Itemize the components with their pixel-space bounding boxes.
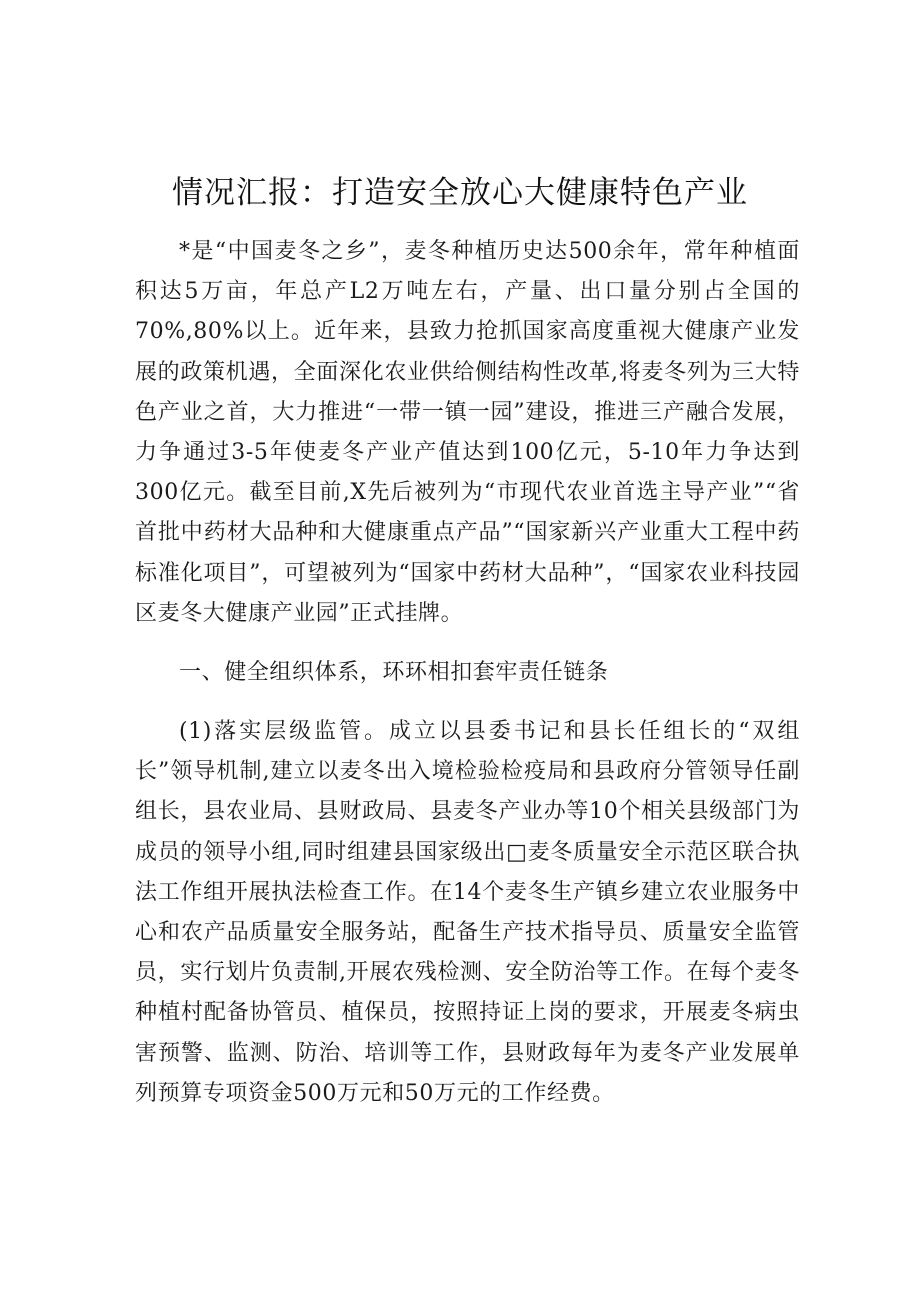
section-heading-1: 一、健全组织体系，环环相扣套牢责任链条 — [179, 660, 609, 685]
document-title: 情况汇报：打造安全放心大健康特色产业 — [172, 175, 748, 211]
section-1-paragraph: (1)落实层级监管。成立以县委书记和县长任组长的“双组长”领导机制,建立以麦冬出入境检验检疫局和县政府分管领导任副组长，县农业局、县财政局、县麦冬产业办等10个相关县级部门为成员的领导小组,同时组建县国家级出□麦冬质量安全示范区联合执法工作组开展执法检查工作。在14个麦冬生产镇乡建立农业服务中心和农产品质量安全服务站，配备生产技术指导员、质量安全监管员，实行划片负责制,开展农残检测、安全防治等工作。在每个麦冬种植村配备协管员、植保员，按照持证上岗的要求，开展麦冬病虫害预警、监测、防治、培训等工作，县财政每年为麦冬产业发展单列预算专项资金500万元和50万元的工作经费。 — [135, 719, 800, 1106]
intro-paragraph: *是“中国麦冬之乡”，麦冬种植历史达500余年，常年种植面积达5万亩，年总产L2万吨左右，产量、出口量分别占全国的70%,80%以上。近年来，县致力抢抓国家高度重视大健康产业发展的政策机遇，全面深化农业供给侧结构性改革,将麦冬列为三大特色产业之首，大力推进“一带一镇一园”建设，推进三产融合发展，力争通过3-5年使麦冬产业产值达到100亿元，5-10年力争达到300亿元。截至目前,X先后被列为“市现代农业首选主导产业”“省首批中药材大品种和大健康重点产品”“国家新兴产业重大工程中药标准化项目”，可望被列为“国家中药材大品种”，“国家农业科技园区麦冬大健康产业园”正式挂牌。 — [135, 239, 800, 626]
